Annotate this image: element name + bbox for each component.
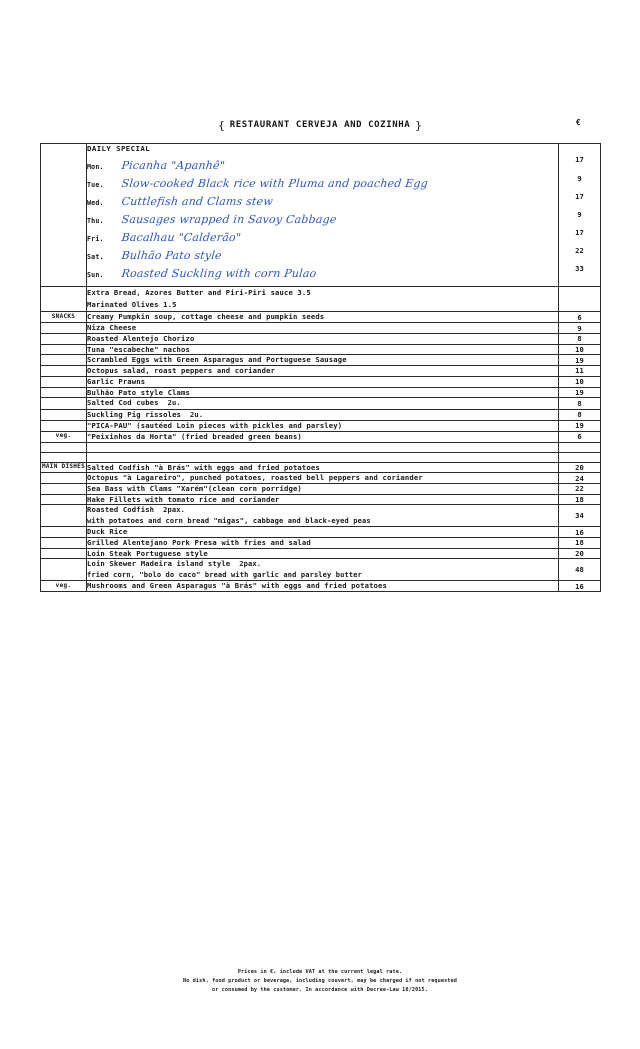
dish-name: Loin Skewer Madeira island style: [87, 559, 231, 569]
legal-footer: [0, 968, 640, 995]
dish-cell: [87, 559, 559, 581]
special-dish: Roasted Suckling with corn Pulao: [120, 267, 318, 280]
daily-special-row: [87, 232, 558, 243]
special-dish: Bacalhau "Calderão": [120, 231, 242, 244]
section-tag-main-dishes: MAIN DISHES: [41, 462, 87, 473]
footer-line-3: or consumed by the customer. In accordance with Decree-Law 10/2015.: [212, 987, 428, 994]
special-price: 17: [575, 191, 584, 201]
spacer-price: [559, 452, 601, 462]
special-day: Tue.: [87, 181, 104, 189]
tag-cell-empty: [41, 421, 87, 432]
dish-price: 8: [559, 409, 601, 420]
daily-specials-block: [41, 144, 601, 287]
tag-cell-empty: [41, 366, 87, 377]
daily-specials-cell: [87, 144, 559, 287]
dish-name: Sea Bass with Clams "Xarém"(clean corn porridge): [87, 483, 302, 493]
dish-name: Garlic Prawns: [87, 376, 146, 386]
dish-price: 9: [559, 323, 601, 334]
menu-row: [41, 312, 601, 323]
special-price: 17: [575, 155, 584, 165]
menu-row: [41, 581, 601, 592]
tag-cell-empty: [41, 144, 87, 287]
dish-price: 16: [559, 527, 601, 538]
tag-cell-empty: [41, 452, 87, 462]
dish-name: Mushrooms and Green Asparagus "à Brás" with eggs and fried potatoes: [87, 581, 387, 591]
daily-special-row: [87, 268, 558, 279]
menu-table: [40, 143, 601, 592]
dish-cell: [87, 581, 559, 592]
dish-price: 24: [559, 473, 601, 484]
dish-name: Suckling Pig rissoles: [87, 409, 182, 419]
section-tag-snacks: SNACKS: [41, 312, 87, 323]
dish-price: 6: [559, 312, 601, 323]
row-tag-veg: veg.: [41, 431, 87, 442]
dish-price: 16: [559, 581, 601, 592]
brace-right: }: [415, 118, 422, 132]
special-dish: Cuttlefish and Clams stew: [120, 195, 274, 208]
dish-cell: [87, 409, 559, 420]
dish-cell: [87, 398, 559, 409]
tag-cell-empty: [41, 323, 87, 334]
extra-item: Extra Bread, Azores Butter and Piri-Piri sauce 3.5: [87, 288, 311, 297]
tag-cell-empty: [41, 333, 87, 344]
tag-cell-empty: [41, 559, 87, 581]
dish-price: 48: [559, 559, 601, 581]
extra-item: Marinated Olives 1.5: [87, 300, 177, 310]
dish-cell: [87, 355, 559, 366]
dish-price: 20: [559, 462, 601, 473]
spacer-row: [41, 452, 601, 462]
header-currency: €: [576, 118, 581, 127]
dish-cell: [87, 462, 559, 473]
spacer-cell: [87, 442, 559, 452]
tag-cell-empty: [41, 527, 87, 538]
tag-cell-empty: [41, 473, 87, 484]
dish-name: Grilled Alentejano Pork Presa with fries and salad: [87, 538, 311, 547]
dish-cell: [87, 494, 559, 505]
menu-row: [41, 473, 601, 484]
tag-cell-empty: [41, 442, 87, 452]
dish-cell: [87, 421, 559, 432]
spacer-price: [559, 442, 601, 452]
menu-row: [41, 366, 601, 377]
daily-specials-prices: [559, 144, 601, 287]
menu-row: [41, 376, 601, 387]
special-price: 9: [577, 209, 582, 219]
menu-row: [41, 505, 601, 527]
dish-price: 18: [559, 494, 601, 505]
tag-cell-empty: [41, 344, 87, 355]
menu-row: [41, 323, 601, 334]
dish-description: with potatoes and corn bread "migas", cabbage and black-eyed peas: [87, 516, 371, 525]
footer-line-1: Prices in €, include VAT at the current legal rate.: [237, 969, 403, 975]
tag-cell-empty: [41, 398, 87, 409]
dish-quantity: 2pax.: [239, 560, 262, 569]
dish-name: Salted Codfish "à Brás" with eggs and fried potatoes: [87, 462, 320, 472]
dish-name: Loin Steak Portuguese style: [87, 548, 208, 558]
menu-row: [41, 333, 601, 344]
tag-cell-empty: [41, 409, 87, 420]
tag-cell-empty: [41, 548, 87, 559]
page-header: [40, 112, 600, 138]
dish-name: "PICA-PAU" (sautéed Loin pieces with pickles and parsley): [87, 421, 343, 431]
tag-cell-empty: [41, 483, 87, 494]
dish-name: Niza Cheese: [87, 323, 137, 333]
dish-price: 10: [559, 376, 601, 387]
dish-name: Duck Rice: [87, 527, 128, 537]
dish-name: Scrambled Eggs with Green Asparagus and Portuguese Sausage: [87, 355, 347, 365]
tag-cell-empty: [41, 287, 87, 312]
special-dish: Sausages wrapped in Savoy Cabbage: [120, 213, 338, 226]
dish-name: Hake Fillets with tomato rice and coriander: [87, 494, 280, 504]
dish-price: 19: [559, 387, 601, 398]
spacer-cell: [87, 452, 559, 462]
menu-row: [41, 355, 601, 366]
daily-special-row: [87, 196, 558, 207]
dish-cell: [87, 431, 559, 442]
dish-name: Creamy Pumpkin soup, cottage cheese and pumpkin seeds: [87, 312, 325, 322]
daily-special-row: [87, 160, 558, 171]
dish-description: fried corn, "bolo do caco" bread with garlic and parsley butter: [87, 570, 362, 579]
dish-price: 22: [559, 483, 601, 494]
dish-cell: [87, 344, 559, 355]
dish-price: 8: [559, 398, 601, 409]
extras-cell: [87, 287, 559, 312]
dish-cell: [87, 548, 559, 559]
special-day: Wed.: [87, 199, 104, 207]
dish-cell: [87, 312, 559, 323]
tag-cell-empty: [41, 376, 87, 387]
dish-cell: [87, 387, 559, 398]
menu-row: [41, 398, 601, 409]
dish-cell: [87, 483, 559, 494]
menu-row: [41, 559, 601, 581]
footer-line-2: No dish, food product or beverage, including couvert, may be charged if not requested: [183, 978, 457, 985]
menu-row: [41, 421, 601, 432]
menu-row: [41, 527, 601, 538]
dish-quantity: 2u.: [167, 399, 181, 408]
tag-cell-empty: [41, 494, 87, 505]
special-day: Sun.: [87, 271, 104, 279]
special-day: Fri.: [87, 235, 104, 243]
special-price: 9: [577, 173, 582, 183]
special-price: 17: [575, 228, 584, 238]
dish-name: Roasted Alentejo Chorizo: [87, 333, 195, 343]
dish-cell: [87, 527, 559, 538]
dish-name: Octopus "à Lagareiro", punched potatoes, roasted bell peppers and coriander: [87, 473, 423, 483]
menu-row: [41, 387, 601, 398]
dish-cell: [87, 333, 559, 344]
dish-price: 19: [559, 355, 601, 366]
menu-row: [41, 344, 601, 355]
dish-price: 19: [559, 421, 601, 432]
dish-price: 10: [559, 344, 601, 355]
spacer-row: [41, 442, 601, 452]
daily-special-title: DAILY SPECIAL: [87, 144, 151, 153]
daily-special-row: [87, 250, 558, 261]
dish-price: 11: [559, 366, 601, 377]
dish-cell: [87, 376, 559, 387]
tag-cell-empty: [41, 355, 87, 366]
special-price: 33: [575, 264, 584, 274]
special-dish: Bulhão Pato style: [120, 249, 223, 262]
extras-block: [41, 287, 601, 312]
dish-name: Roasted Codfish: [87, 505, 155, 515]
menu-row: [41, 462, 601, 473]
brace-left: {: [218, 118, 225, 132]
special-dish: Slow-cooked Black rice with Pluma and poached Egg: [120, 177, 429, 190]
tag-cell-empty: [41, 538, 87, 549]
daily-special-row: [87, 214, 558, 225]
special-day: Sat.: [87, 253, 104, 261]
tag-cell-empty: [41, 387, 87, 398]
menu-row: [41, 431, 601, 442]
dish-price: 34: [559, 505, 601, 527]
menu-row: [41, 409, 601, 420]
menu-row: [41, 483, 601, 494]
menu-row: [41, 538, 601, 549]
dish-cell: [87, 505, 559, 527]
extras-price-cell: [559, 287, 601, 312]
dish-cell: [87, 323, 559, 334]
dish-quantity: 2pax.: [163, 506, 185, 515]
tag-cell-empty: [41, 505, 87, 527]
dish-name: Octopus salad, roast peppers and coriander: [87, 366, 276, 376]
page-title: RESTAURANT CERVEJA AND COZINHA: [229, 120, 411, 130]
dish-price: 20: [559, 548, 601, 559]
daily-special-row: [87, 178, 558, 189]
special-day: Mon.: [87, 163, 104, 171]
dish-name: "Peixinhos da Horta" (fried breaded green beans): [87, 431, 302, 441]
dish-cell: [87, 538, 559, 549]
dish-name: Tuna "escabeche" nachos: [87, 344, 190, 354]
row-tag-veg: veg.: [41, 581, 87, 592]
menu-row: [41, 548, 601, 559]
dish-cell: [87, 473, 559, 484]
dish-quantity: 2u.: [190, 410, 204, 419]
dish-cell: [87, 366, 559, 377]
special-dish: Picanha "Apanhê": [120, 159, 226, 172]
special-day: Thu.: [87, 217, 104, 225]
special-price: 22: [575, 246, 584, 256]
dish-price: 6: [559, 431, 601, 442]
menu-row: [41, 494, 601, 505]
dish-name: Bulhão Pato style Clams: [87, 387, 190, 397]
dish-price: 8: [559, 333, 601, 344]
dish-name: Salted Cod cubes: [87, 398, 159, 408]
dish-price: 18: [559, 538, 601, 549]
